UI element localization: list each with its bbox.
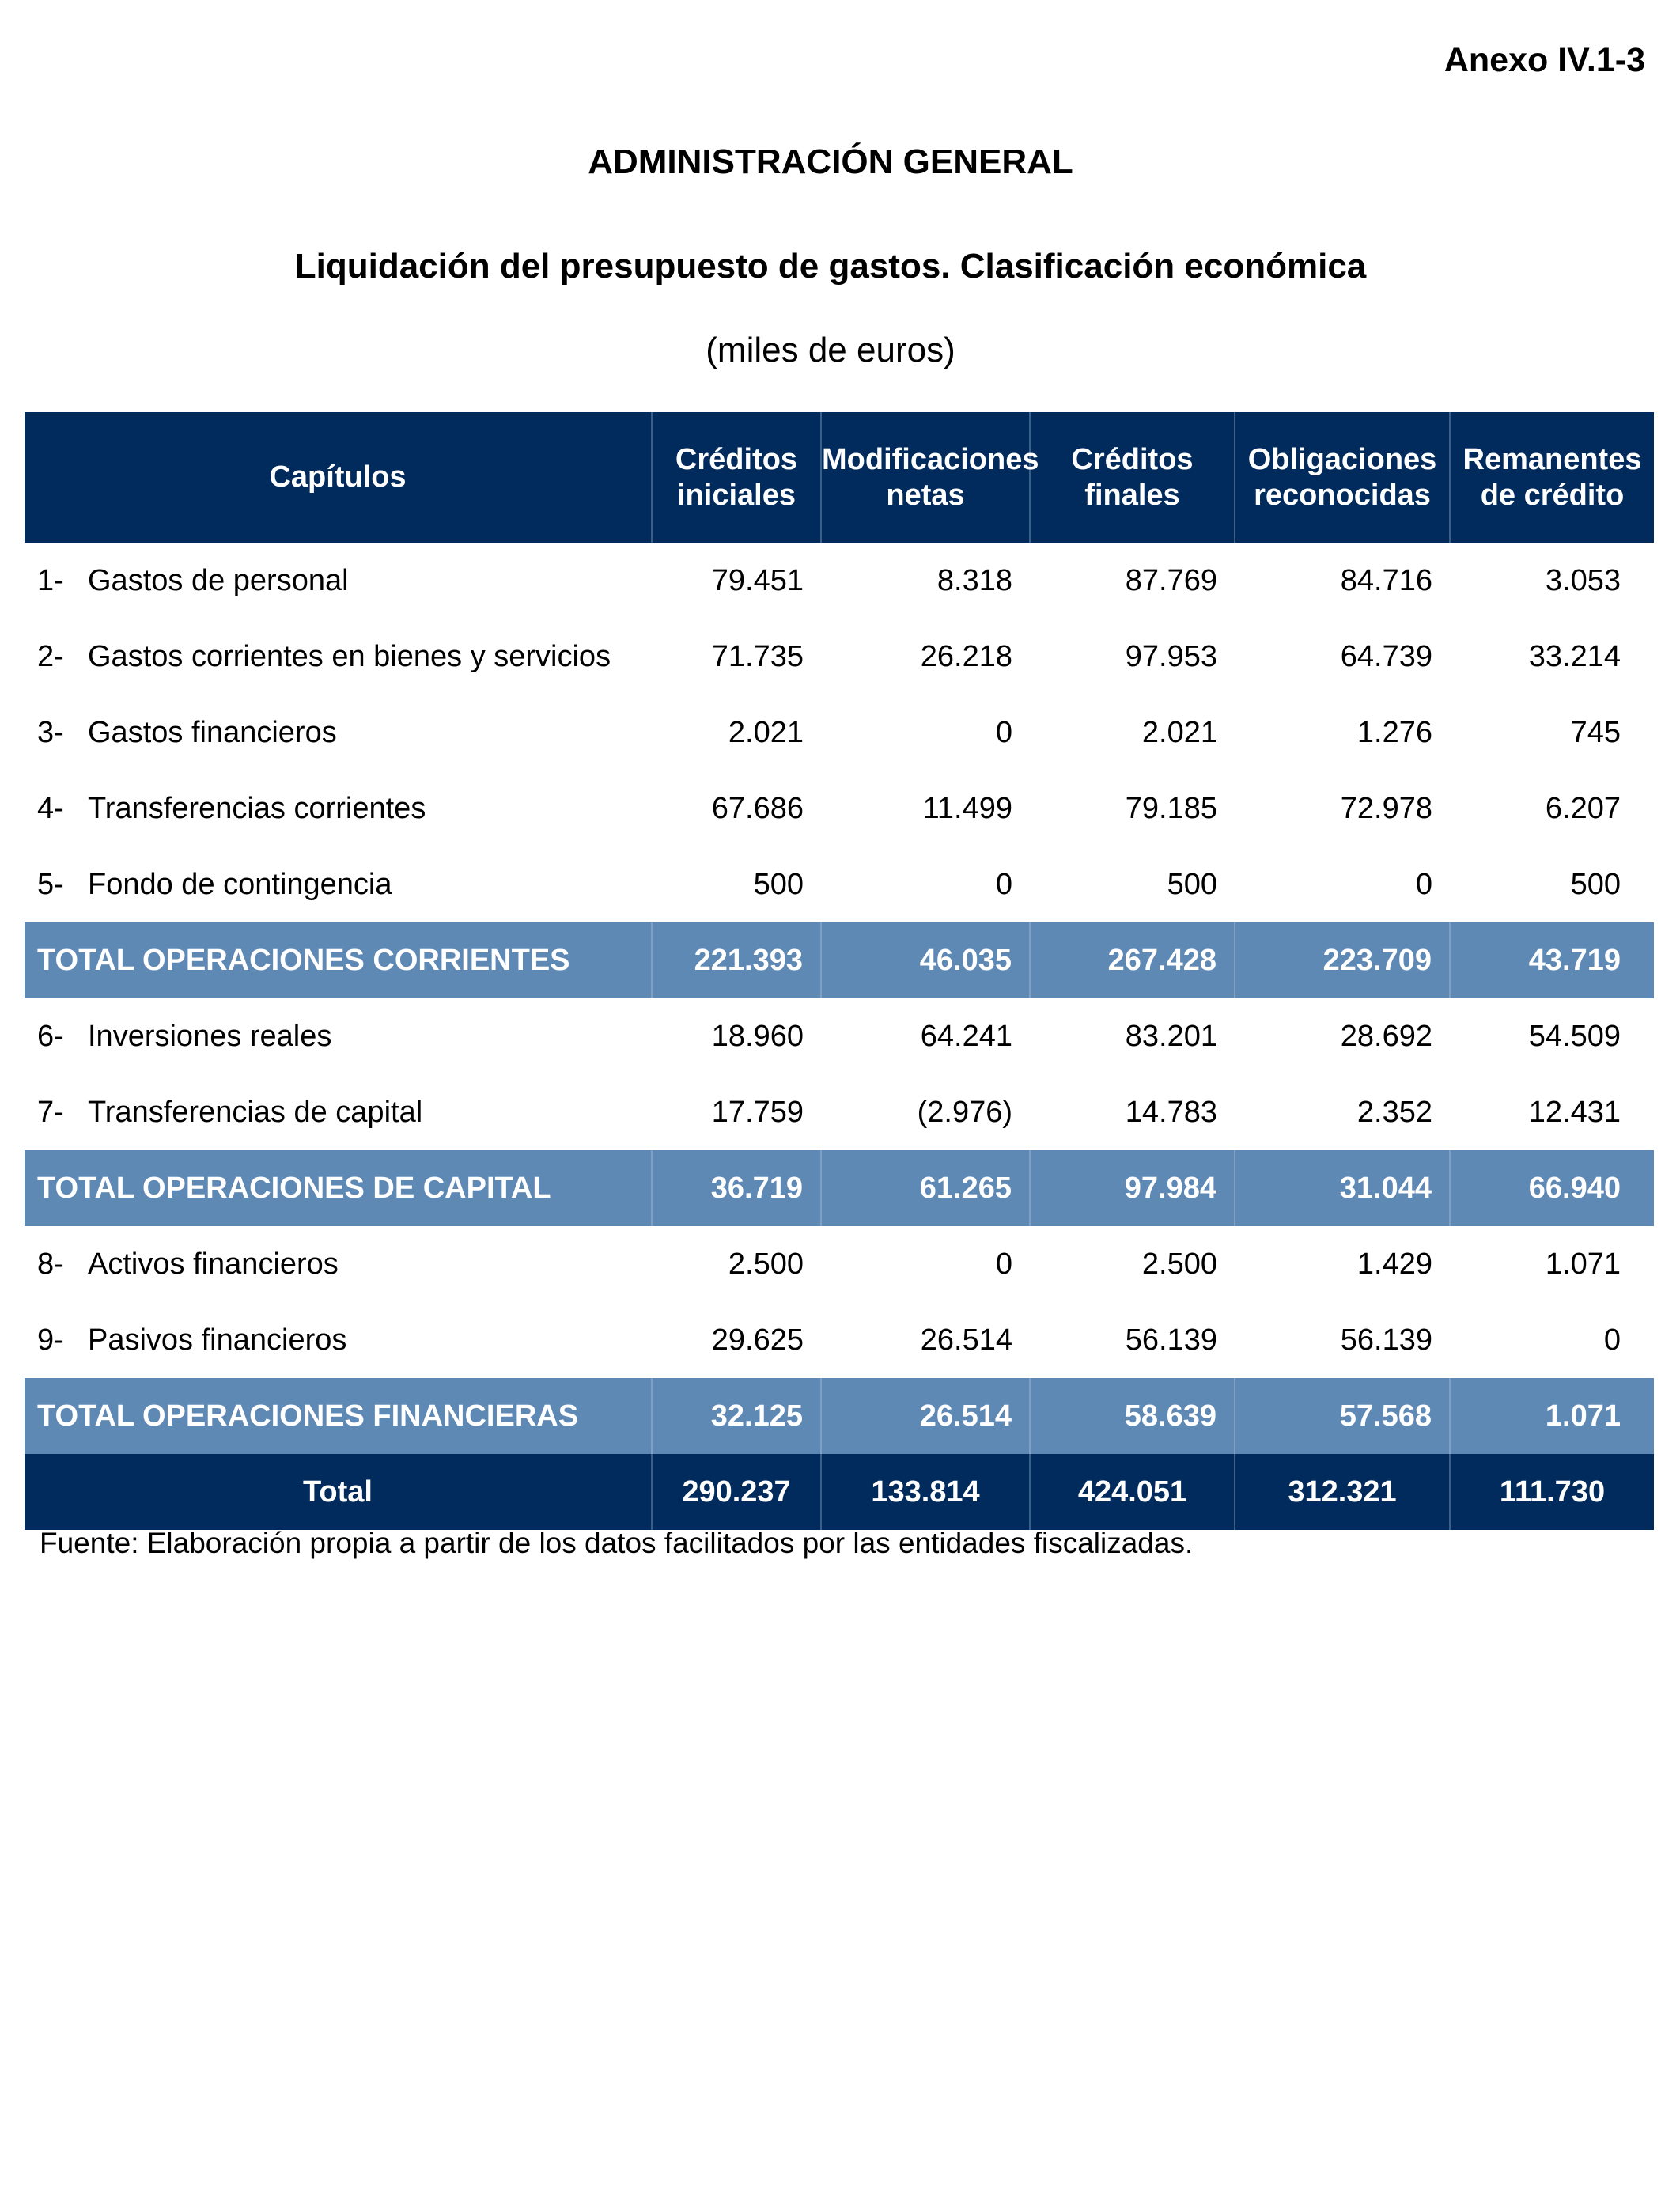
cell-creditos-iniciales: 29.625 <box>711 1323 804 1357</box>
cell-modificaciones-netas: (2.976) <box>917 1095 1012 1129</box>
row-label: 2- Gastos corrientes en bienes y servicios <box>37 639 611 673</box>
cell-modificaciones-netas: 0 <box>995 715 1012 749</box>
cell-creditos-iniciales: 67.686 <box>711 791 804 825</box>
cell-obligaciones-reconocidas: 31.044 <box>1235 1150 1450 1226</box>
cell-remanentes-credito: 6.207 <box>1545 791 1621 825</box>
subtotal-row <box>25 1150 1654 1226</box>
subtotal-label: TOTAL OPERACIONES CORRIENTES <box>37 943 570 977</box>
cell-creditos-iniciales: 18.960 <box>711 1019 804 1053</box>
annex-label: Anexo IV.1-3 <box>1444 41 1645 79</box>
cell-remanentes-credito: 12.431 <box>1528 1095 1621 1129</box>
cell-obligaciones-reconocidas: 56.139 <box>1340 1323 1432 1357</box>
cell-obligaciones-reconocidas: 1.429 <box>1356 1247 1432 1281</box>
table-row <box>25 998 1654 1074</box>
cell-modificaciones-netas: 0 <box>995 867 1012 901</box>
cell-modificaciones-netas: 26.514 <box>920 1323 1012 1357</box>
cell-creditos-iniciales: 500 <box>753 867 804 901</box>
cell-creditos-finales: 2.021 <box>1141 715 1217 749</box>
cell-creditos-finales: 14.783 <box>1125 1095 1217 1129</box>
cell-obligaciones-reconocidas: 84.716 <box>1340 563 1432 597</box>
cell-modificaciones-netas: 11.499 <box>922 791 1012 825</box>
cell-obligaciones-reconocidas: 1.276 <box>1356 715 1432 749</box>
total-row <box>25 1454 1654 1530</box>
cell-modificaciones-netas: 46.035 <box>821 922 1030 998</box>
cell-remanentes-credito: 43.719 <box>1450 922 1654 998</box>
cell-modificaciones-netas: 0 <box>995 1247 1012 1281</box>
subtotal-row <box>25 922 1654 998</box>
header-creditos-iniciales: Créditos iniciales <box>652 412 821 543</box>
cell-obligaciones-reconocidas: 28.692 <box>1340 1019 1432 1053</box>
cell-remanentes-credito: 111.730 <box>1450 1454 1654 1530</box>
row-label: 5- Fondo de contingencia <box>37 867 392 901</box>
cell-creditos-iniciales: 17.759 <box>711 1095 804 1129</box>
cell-modificaciones-netas: 133.814 <box>821 1454 1030 1530</box>
cell-modificaciones-netas: 8.318 <box>936 563 1012 597</box>
cell-creditos-finales: 56.139 <box>1125 1323 1217 1357</box>
table-row <box>25 1074 1654 1150</box>
row-label: 8- Activos financieros <box>37 1247 339 1281</box>
table-row <box>25 846 1654 922</box>
cell-remanentes-credito: 500 <box>1570 867 1621 901</box>
cell-creditos-finales: 79.185 <box>1125 791 1217 825</box>
table-header-row <box>25 412 1654 543</box>
budget-table <box>25 412 1654 1530</box>
cell-modificaciones-netas: 26.218 <box>920 639 1012 673</box>
table-row <box>25 695 1654 770</box>
table-row <box>25 543 1654 619</box>
page-title: ADMINISTRACIÓN GENERAL <box>588 142 1073 181</box>
header-remanentes-credito: Remanentes de crédito <box>1450 412 1654 543</box>
cell-obligaciones-reconocidas: 312.321 <box>1235 1454 1450 1530</box>
cell-creditos-finales: 500 <box>1167 867 1217 901</box>
cell-modificaciones-netas: 26.514 <box>821 1378 1030 1454</box>
row-label: 6- Inversiones reales <box>37 1019 332 1053</box>
table-row <box>25 1302 1654 1378</box>
header-obligaciones-reconocidas: Obligaciones reconocidas <box>1235 412 1450 543</box>
cell-creditos-iniciales: 2.500 <box>728 1247 804 1281</box>
cell-creditos-iniciales: 221.393 <box>652 922 821 998</box>
cell-remanentes-credito: 3.053 <box>1545 563 1621 597</box>
subtotal-label: TOTAL OPERACIONES DE CAPITAL <box>37 1171 551 1205</box>
row-label: 4- Transferencias corrientes <box>37 791 426 825</box>
page-subtitle: Liquidación del presupuesto de gastos. Clasificación económica <box>294 247 1367 286</box>
cell-creditos-iniciales: 2.021 <box>728 715 804 749</box>
cell-obligaciones-reconocidas: 72.978 <box>1340 791 1432 825</box>
cell-obligaciones-reconocidas: 57.568 <box>1235 1378 1450 1454</box>
cell-creditos-iniciales: 71.735 <box>711 639 804 673</box>
cell-remanentes-credito: 0 <box>1603 1323 1621 1357</box>
cell-remanentes-credito: 1.071 <box>1450 1378 1654 1454</box>
total-label: Total <box>303 1475 373 1509</box>
cell-creditos-iniciales: 36.719 <box>652 1150 821 1226</box>
source-note: Fuente: Elaboración propia a partir de los datos facilitados por las entidades fiscalizadas. <box>40 1527 1194 1559</box>
table-row <box>25 770 1654 846</box>
header-modificaciones-netas: Modificaciones netas <box>821 412 1030 543</box>
cell-creditos-finales: 87.769 <box>1125 563 1217 597</box>
cell-obligaciones-reconocidas: 2.352 <box>1356 1095 1432 1129</box>
cell-modificaciones-netas: 64.241 <box>920 1019 1012 1053</box>
cell-remanentes-credito: 33.214 <box>1528 639 1621 673</box>
row-label: 1- Gastos de personal <box>37 563 349 597</box>
cell-creditos-iniciales: 290.237 <box>652 1454 821 1530</box>
cell-remanentes-credito: 1.071 <box>1545 1247 1621 1281</box>
row-label: 9- Pasivos financieros <box>37 1323 347 1357</box>
subtotal-label: TOTAL OPERACIONES FINANCIERAS <box>37 1399 579 1433</box>
cell-creditos-finales: 58.639 <box>1030 1378 1235 1454</box>
row-label: 7- Transferencias de capital <box>37 1095 423 1129</box>
cell-remanentes-credito: 54.509 <box>1528 1019 1621 1053</box>
cell-obligaciones-reconocidas: 0 <box>1415 867 1432 901</box>
cell-creditos-finales: 2.500 <box>1141 1247 1217 1281</box>
cell-creditos-finales: 424.051 <box>1030 1454 1235 1530</box>
header-capitulos: Capítulos <box>269 460 407 494</box>
cell-creditos-finales: 83.201 <box>1125 1019 1217 1053</box>
cell-remanentes-credito: 66.940 <box>1450 1150 1654 1226</box>
cell-creditos-iniciales: 32.125 <box>652 1378 821 1454</box>
cell-obligaciones-reconocidas: 64.739 <box>1340 639 1432 673</box>
row-label: 3- Gastos financieros <box>37 715 337 749</box>
header-creditos-finales: Créditos finales <box>1030 412 1235 543</box>
units-label: (miles de euros) <box>706 331 955 369</box>
cell-creditos-finales: 267.428 <box>1030 922 1235 998</box>
cell-creditos-finales: 97.953 <box>1125 639 1217 673</box>
table-row <box>25 1226 1654 1302</box>
subtotal-row <box>25 1378 1654 1454</box>
cell-creditos-finales: 97.984 <box>1030 1150 1235 1226</box>
cell-obligaciones-reconocidas: 223.709 <box>1235 922 1450 998</box>
cell-creditos-iniciales: 79.451 <box>711 563 804 597</box>
table-row <box>25 619 1654 695</box>
cell-remanentes-credito: 745 <box>1570 715 1621 749</box>
cell-modificaciones-netas: 61.265 <box>821 1150 1030 1226</box>
